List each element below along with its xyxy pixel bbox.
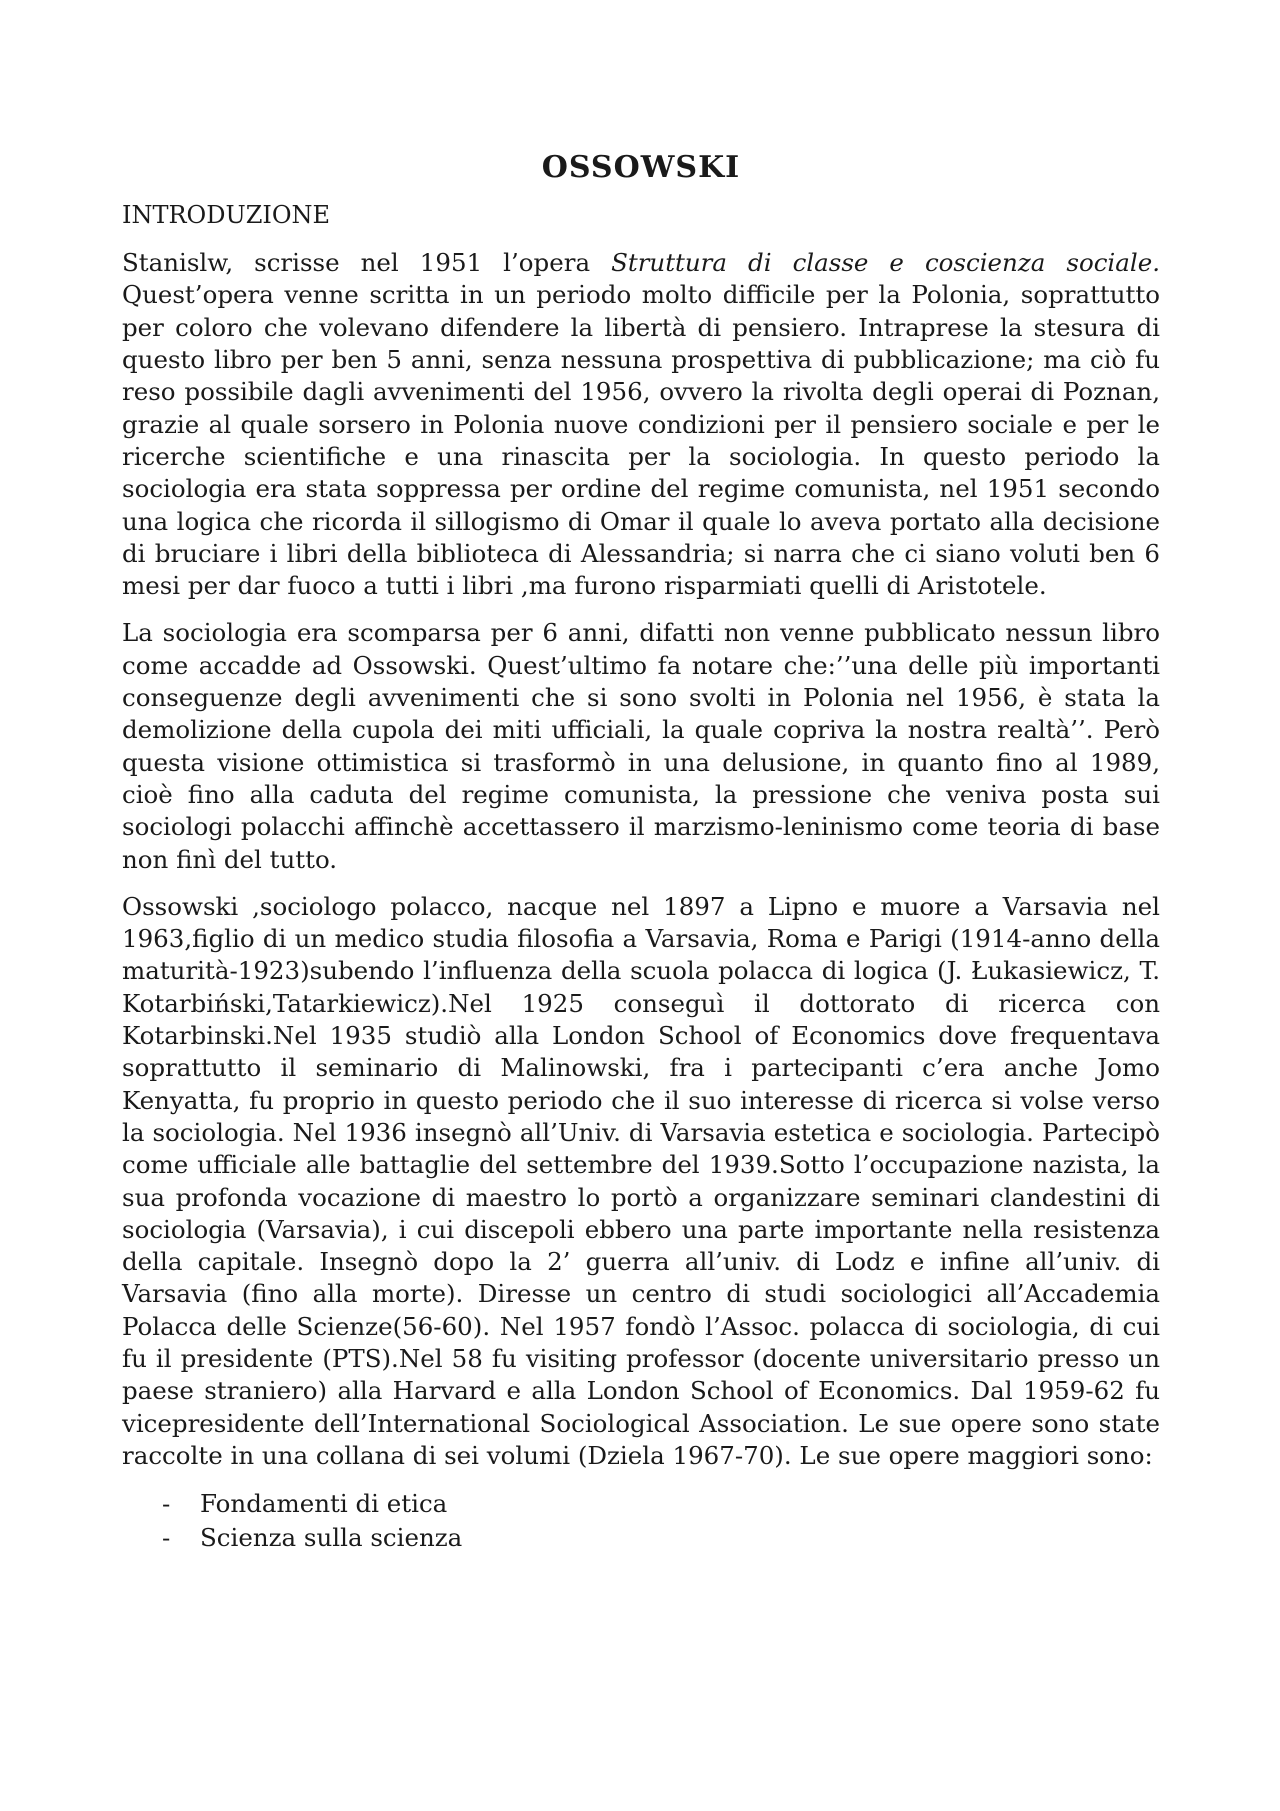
list-bullet: - xyxy=(162,1489,171,1519)
list-item-label: Fondamenti di etica xyxy=(200,1489,448,1519)
paragraph-biography: Ossowski ,sociologo polacco, nacque nel 1897 a Lipno e muore a Varsavia nel 1963,figlio di un medico studia filosofia a Varsavia, Roma e Parigi (1914-anno della maturità-1923)subendo l’influenza della scuola polacca di logica (J. Łukasiewicz, T. Kotarbiński,Tatarkiewicz).Nel 1925 conseguì il dottorato di ricerca con Kotarbinski.Nel 1935 studiò alla London School of Economics dove frequentava soprattutto il seminario di Malinowski, fra i partecipanti c’era anche Jomo Kenyatta, fu proprio in questo periodo che il suo interesse di ricerca si volse verso la sociologia. Nel 1936 insegnò all’Univ. di Varsavia estetica e sociologia. Partecipò come ufficiale alle battaglie del settembre del 1939.Sotto l’occupazione nazista, la sua profonda vocazione di maestro lo portò a organizzare seminari clandestini di sociologia (Varsavia), i cui discepoli ebbero una parte importante nella resistenza della capitale. Insegnò dopo la 2’ guerra all’univ. di Lodz e infine all’univ. di Varsavia (fino alla morte). Diresse un centro di studi sociologici all’Accademia Polacca delle Scienze(56-60). Nel 1957 fondò l’Assoc. polacca di sociologia, di cui fu il presidente (PTS).Nel 58 fu visiting professor (docente universitario presso un paese straniero) alla Harvard e alla London School of Economics. Dal 1959-62 fu vicepresidente dell’International Sociological Association. Le sue opere sono state raccolte in una collana di sei volumi (Dziela 1967-70). Le sue opere maggiori sono: xyxy=(122,891,1160,1470)
paragraph-intro-rest: Quest’opera venne scritta in un periodo molto difficile per la Polonia, soprattutto per coloro che volevano difendere la libertà di pensiero. Intraprese la stesura di questo libro per ben 5 anni, senza nessuna prospettiva di pubblicazione; ma ciò fu reso possibile dagli avvenimenti del 1956, ovvero la rivolta degli operai di Poznan, grazie al quale sorsero in Polonia nuove condizioni per il pensiero sociale e per le ricerche scientifiche e una rinascita per la sociologia. In questo periodo la sociologia era stata soppressa per ordine del regime comunista, nel 1951 secondo una logica che ricorda il sillogismo di Omar il quale lo aveva portato alla decisione di bruciare i libri della biblioteca di Alessandria; si narra che ci siano voluti ben 6 mesi per dar fuoco a tutti i libri ,ma furono risparmiati quelli di Aristotele. xyxy=(122,280,1160,601)
paragraph-intro-lead: Stanislw, scrisse nel 1951 l’opera xyxy=(122,248,612,278)
paragraph-sociology: La sociologia era scomparsa per 6 anni, difatti non venne pubblicato nessun libro come accadde ad Ossowski. Quest’ultimo fa notare che:’’una delle più importanti conseguenze degli avvenimenti che si sono svolti in Polonia nel 1956, è stata la demolizione della cupola dei miti ufficiali, la quale copriva la nostra realtà’’. Però questa visione ottimistica si trasformò in una delusione, in quanto fino al 1989, cioè fino alla caduta del regime comunista, la pressione che veniva posta sui sociologi polacchi affinchè accettassero il marzismo-leninismo come teoria di base non finì del tutto. xyxy=(122,618,1160,874)
document-page xyxy=(122,150,1160,1555)
list-bullet: - xyxy=(162,1523,171,1553)
list-item xyxy=(122,1487,1160,1521)
list-item-label: Scienza sulla scienza xyxy=(200,1523,463,1553)
book-title: Struttura di classe e coscienza sociale. xyxy=(611,248,1160,278)
document-title: OSSOWSKI xyxy=(541,150,741,185)
list-item xyxy=(122,1521,1160,1555)
works-list xyxy=(122,1487,1160,1555)
paragraph-intro xyxy=(122,247,1160,602)
section-heading: INTRODUZIONE xyxy=(122,201,331,229)
